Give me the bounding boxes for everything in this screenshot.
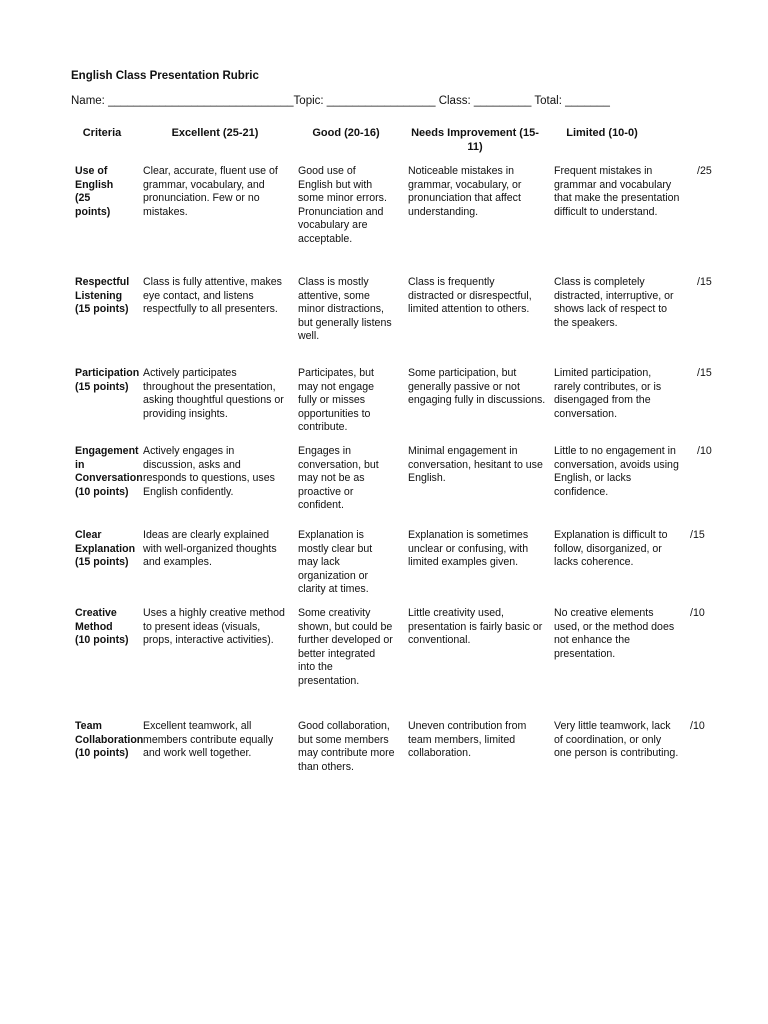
row-good-cell: Explanation is mostly clear but may lack organization or clarity at times. [298, 529, 373, 596]
row-needs-improvement-cell: Some participation, but generally passive or not engaging fully in discussions. [408, 367, 546, 407]
row-limited-cell: Limited participation, rarely contributes, or is disengaged from the conversation. [554, 367, 662, 420]
row-score: /15 [690, 529, 705, 541]
row-score: /15 [697, 367, 712, 379]
row-good-cell: Good collaboration, but some members may contribute more than others. [298, 720, 395, 773]
row-good-cell: Participates, but may not engage fully or misses opportunities to contribute. [298, 367, 374, 434]
row-excellent-cell: Ideas are clearly explained with well-organized thoughts and examples. [143, 529, 277, 569]
student-info-line: Name: _____________________________Topic: _________________ Class: _________ Total: _______ [71, 95, 610, 107]
row-criteria-team-collaboration: Team Collaboration (10 points) [75, 720, 144, 760]
column-header-needs-improvement: Needs Improvement (15-11) [411, 127, 539, 153]
row-excellent-cell: Actively participates throughout the presentation, asking thoughtful questions or providing insights. [143, 367, 284, 420]
row-limited-cell: Class is completely distracted, interruptive, or shows lack of respect to the speakers. [554, 276, 674, 329]
row-excellent-cell: Clear, accurate, fluent use of grammar, vocabulary, and pronunciation. Few or no mistakes. [143, 165, 278, 218]
row-needs-improvement-cell: Little creativity used, presentation is fairly basic or conventional. [408, 607, 543, 647]
row-needs-improvement-cell: Minimal engagement in conversation, hesitant to use English. [408, 445, 543, 485]
row-good-cell: Engages in conversation, but may not be as proactive or confident. [298, 445, 379, 512]
document-title: English Class Presentation Rubric [71, 70, 259, 82]
row-needs-improvement-cell: Noticeable mistakes in grammar, vocabulary, or pronunciation that affect understanding. [408, 165, 522, 218]
row-needs-improvement-cell: Explanation is sometimes unclear or confusing, with limited examples given. [408, 529, 529, 569]
row-score: /25 [697, 165, 712, 177]
row-good-cell: Good use of English but with some minor errors. Pronunciation and vocabulary are acceptable. [298, 165, 387, 245]
row-excellent-cell: Class is fully attentive, makes eye contact, and listens respectfully to all presenters. [143, 276, 282, 316]
row-criteria-engagement: Engagement in Conversation (10 points) [75, 445, 143, 498]
row-limited-cell: Very little teamwork, lack of coordination, or only one person is contributing. [554, 720, 679, 760]
row-good-cell: Class is mostly attentive, some minor distractions, but generally listens well. [298, 276, 392, 343]
row-needs-improvement-cell: Uneven contribution from team members, limited collaboration. [408, 720, 527, 760]
row-score: /15 [697, 276, 712, 288]
row-excellent-cell: Excellent teamwork, all members contribute equally and work well together. [143, 720, 274, 760]
row-score: /10 [697, 445, 712, 457]
row-needs-improvement-cell: Class is frequently distracted or disrespectful, limited attention to others. [408, 276, 532, 316]
row-limited-cell: Explanation is difficult to follow, disorganized, or lacks coherence. [554, 529, 668, 569]
row-limited-cell: No creative elements used, or the method does not enhance the presentation. [554, 607, 675, 660]
column-header-limited: Limited (10-0) [566, 127, 638, 139]
row-excellent-cell: Uses a highly creative method to present ideas (visuals, props, interactive activities). [143, 607, 285, 647]
row-excellent-cell: Actively engages in discussion, asks and responds to questions, uses English confidently. [143, 445, 275, 498]
row-criteria-respectful-listening: Respectful Listening (15 points) [75, 276, 130, 316]
row-criteria-clear-explanation: Clear Explanation (15 points) [75, 529, 136, 569]
row-score: /10 [690, 720, 705, 732]
column-header-criteria: Criteria [82, 127, 122, 139]
row-score: /10 [690, 607, 705, 619]
row-limited-cell: Little to no engagement in conversation, avoids using English, or lacks confidence. [554, 445, 679, 498]
row-criteria-use-of-english: Use of English (25 points) [75, 165, 114, 218]
row-criteria-participation: Participation (15 points) [75, 367, 140, 393]
row-good-cell: Some creativity shown, but could be further developed or better integrated into the presentation. [298, 607, 393, 687]
column-header-excellent: Excellent (25-21) [171, 127, 259, 139]
row-criteria-creative-method: Creative Method (10 points) [75, 607, 129, 647]
column-header-good: Good (20-16) [312, 127, 380, 139]
row-limited-cell: Frequent mistakes in grammar and vocabulary that make the presentation difficult to understand. [554, 165, 680, 218]
